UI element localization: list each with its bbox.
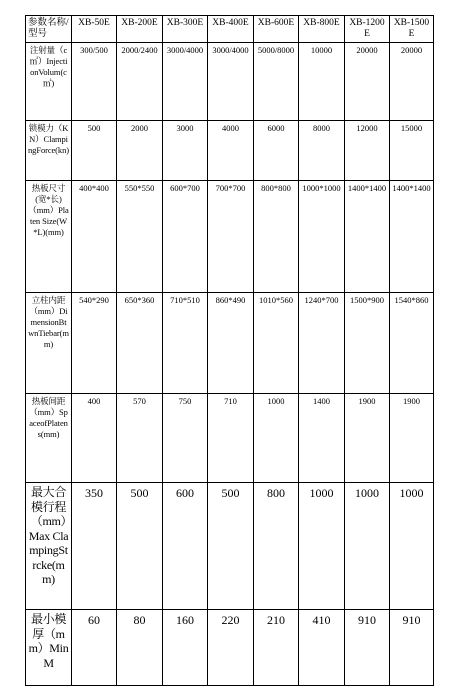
table-row [26, 293, 434, 394]
corner-header: 参数名称/型号 [26, 16, 72, 43]
table-cell: 5000/8000 [254, 43, 299, 121]
table-cell: 1240*700 [299, 293, 345, 394]
table-cell: 600 [163, 483, 208, 610]
table-cell: 160 [163, 610, 208, 686]
table-row [26, 394, 434, 483]
model-header: XB-300E [163, 16, 208, 43]
table-cell: 3000/4000 [163, 43, 208, 121]
row-label: 热板间距（mm）SpaceofPlatens(mm) [26, 394, 72, 483]
table-cell: 1010*560 [254, 293, 299, 394]
table-cell: 410 [299, 610, 345, 686]
model-header: XB-400E [208, 16, 254, 43]
table-cell: 1000*1000 [299, 181, 345, 293]
table-cell: 500 [208, 483, 254, 610]
table-cell: 2000 [117, 121, 163, 181]
table-row [26, 181, 434, 293]
table-cell: 910 [345, 610, 390, 686]
table-cell: 300/500 [72, 43, 117, 121]
table-cell: 220 [208, 610, 254, 686]
row-label: 最大合模行程（mm）Max ClampingStrcke(mm) [26, 483, 72, 610]
table-cell: 500 [117, 483, 163, 610]
table-cell: 1000 [345, 483, 390, 610]
row-label: 热板尺寸(宽*长)（mm）Platen Size(W*L)(mm) [26, 181, 72, 293]
model-header: XB-1200E [345, 16, 390, 43]
table-cell: 1400*1400 [390, 181, 434, 293]
table-cell: 650*360 [117, 293, 163, 394]
table-cell: 400*400 [72, 181, 117, 293]
row-label: 注射量（c㎡）InjectionVolum(c㎡) [26, 43, 72, 121]
table-cell: 8000 [299, 121, 345, 181]
table-cell: 3000 [163, 121, 208, 181]
table-cell: 700*700 [208, 181, 254, 293]
table-cell: 10000 [299, 43, 345, 121]
model-header: XB-800E [299, 16, 345, 43]
row-label: 立柱内距（mm）DimensionBtwnTiebar(mm) [26, 293, 72, 394]
header-row [26, 16, 434, 43]
table-cell: 750 [163, 394, 208, 483]
table-cell: 210 [254, 610, 299, 686]
table-cell: 570 [117, 394, 163, 483]
table-row [26, 43, 434, 121]
table-cell: 4000 [208, 121, 254, 181]
table-cell: 1000 [299, 483, 345, 610]
table-cell: 400 [72, 394, 117, 483]
table-cell: 6000 [254, 121, 299, 181]
table-cell: 12000 [345, 121, 390, 181]
table-row [26, 483, 434, 610]
table-cell: 20000 [390, 43, 434, 121]
model-header: XB-200E [117, 16, 163, 43]
table-cell: 1400 [299, 394, 345, 483]
table-cell: 3000/4000 [208, 43, 254, 121]
table-cell: 60 [72, 610, 117, 686]
table-cell: 350 [72, 483, 117, 610]
table-cell: 600*700 [163, 181, 208, 293]
table-cell: 2000/2400 [117, 43, 163, 121]
table-cell: 800*800 [254, 181, 299, 293]
table-row [26, 610, 434, 686]
table-cell: 500 [72, 121, 117, 181]
table-cell: 1500*900 [345, 293, 390, 394]
table-cell: 1000 [390, 483, 434, 610]
model-header: XB-1500E [390, 16, 434, 43]
table-cell: 710*510 [163, 293, 208, 394]
table-cell: 910 [390, 610, 434, 686]
table-cell: 20000 [345, 43, 390, 121]
row-label: 最小模厚（mm）MinM [26, 610, 72, 686]
table-cell: 1400*1400 [345, 181, 390, 293]
table-cell: 1900 [390, 394, 434, 483]
table-cell: 710 [208, 394, 254, 483]
table-cell: 860*490 [208, 293, 254, 394]
model-header: XB-600E [254, 16, 299, 43]
table-row [26, 121, 434, 181]
table-cell: 540*290 [72, 293, 117, 394]
table-cell: 1000 [254, 394, 299, 483]
table-cell: 1540*860 [390, 293, 434, 394]
table-cell: 1900 [345, 394, 390, 483]
table-cell: 550*550 [117, 181, 163, 293]
table-cell: 80 [117, 610, 163, 686]
spec-table [25, 15, 434, 686]
table-cell: 15000 [390, 121, 434, 181]
row-label: 锁模力（KN）ClampingForce(kn) [26, 121, 72, 181]
table-cell: 800 [254, 483, 299, 610]
model-header: XB-50E [72, 16, 117, 43]
